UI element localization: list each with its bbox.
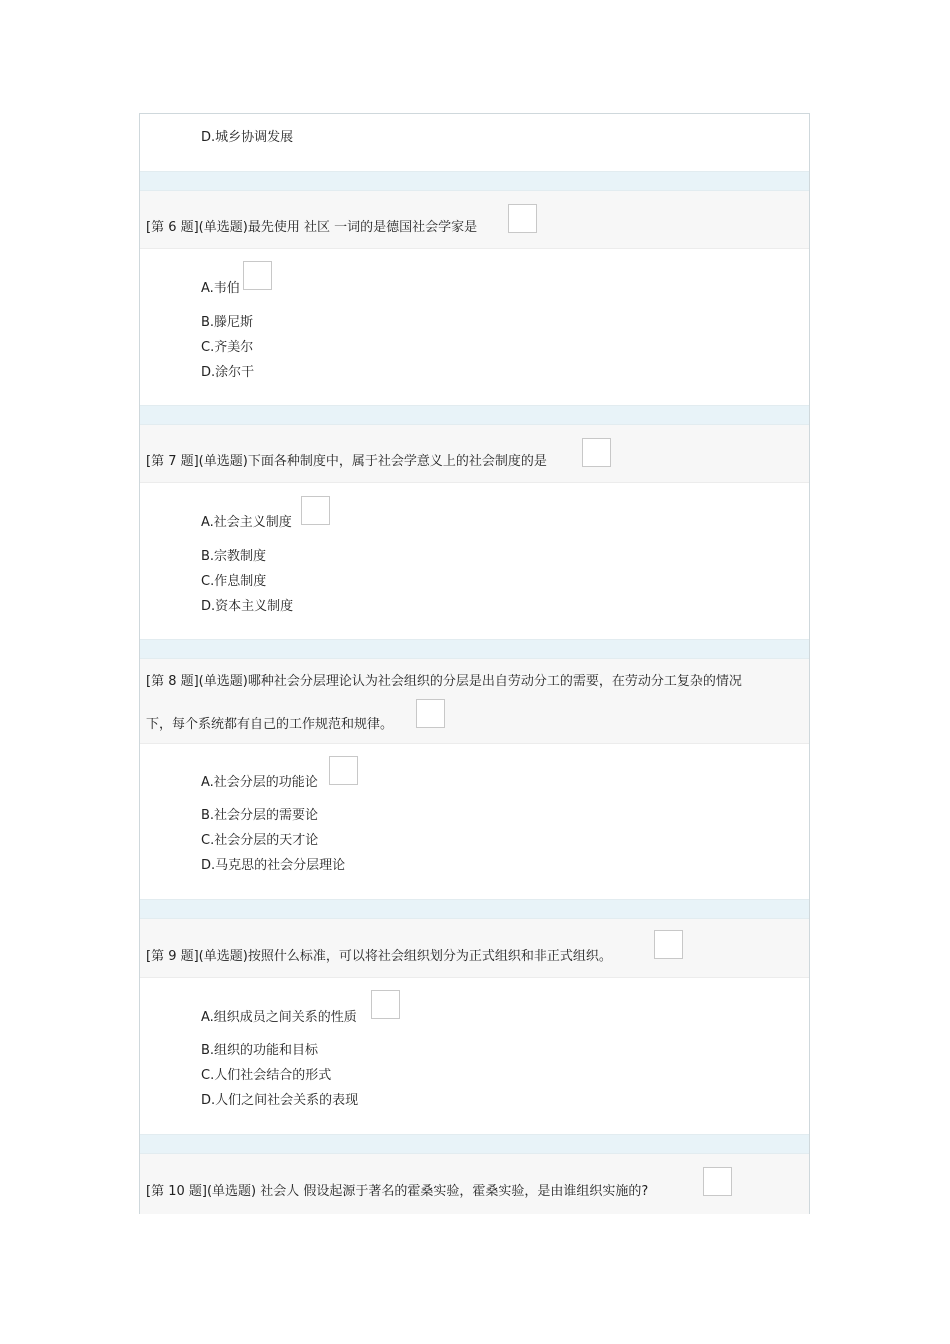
image-placeholder-icon [703,1167,732,1196]
section-separator [140,1134,809,1154]
option-item[interactable]: C.社会分层的天才论 [201,833,319,848]
section-separator [140,171,809,191]
option-item[interactable]: A.社会主义制度 [201,515,292,530]
question-text: [第 10 题](单选题) 社会人 假设起源于著名的霍桑实验，霍桑实验，是由谁组织实施的? [146,1184,649,1199]
question-header [140,919,809,978]
option-item[interactable]: D.马克思的社会分层理论 [201,858,346,873]
image-placeholder-icon [582,438,611,467]
section-separator [140,639,809,659]
option-item[interactable]: D.资本主义制度 [201,599,294,614]
option-item[interactable]: C.作息制度 [201,574,267,589]
question-text-line-1: [第 8 题](单选题)哪种社会分层理论认为社会组织的分层是出自劳动分工的需要，在劳动分工复杂的情况 [146,674,742,689]
question-text: [第 9 题](单选题)按照什么标准，可以将社会组织划分为正式组织和非正式组织。 [146,949,612,964]
option-item[interactable]: C.人们社会结合的形式 [201,1068,332,1083]
question-header [140,1154,809,1214]
option-item[interactable]: B.宗教制度 [201,549,267,564]
option-item[interactable]: B.滕尼斯 [201,315,254,330]
image-placeholder-icon [371,990,400,1019]
image-placeholder-icon [329,756,358,785]
question-text-line-2: 下，每个系统都有自己的工作规范和规律。 [146,717,394,732]
question-text: [第 6 题](单选题)最先使用 社区 一词的是德国社会学家是 [146,220,478,235]
section-separator [140,405,809,425]
option-item[interactable]: C.齐美尔 [201,340,254,355]
option-item[interactable]: B.组织的功能和目标 [201,1043,319,1058]
option-item[interactable]: B.社会分层的需要论 [201,808,319,823]
option-item[interactable]: D.人们之间社会关系的表现 [201,1093,359,1108]
image-placeholder-icon [654,930,683,959]
option-item[interactable]: D.城乡协调发展 [201,130,294,145]
question-header [140,659,809,744]
option-item[interactable]: A.组织成员之间关系的性质 [201,1010,357,1025]
option-item[interactable]: D.涂尔干 [201,365,255,380]
quiz-frame [139,113,810,1214]
option-item[interactable]: A.社会分层的功能论 [201,775,318,790]
question-header [140,191,809,249]
image-placeholder-icon [301,496,330,525]
image-placeholder-icon [416,699,445,728]
image-placeholder-icon [508,204,537,233]
section-separator [140,899,809,919]
question-text: [第 7 题](单选题)下面各种制度中，属于社会学意义上的社会制度的是 [146,454,547,469]
image-placeholder-icon [243,261,272,290]
option-item[interactable]: A.韦伯 [201,281,240,296]
question-header [140,425,809,483]
